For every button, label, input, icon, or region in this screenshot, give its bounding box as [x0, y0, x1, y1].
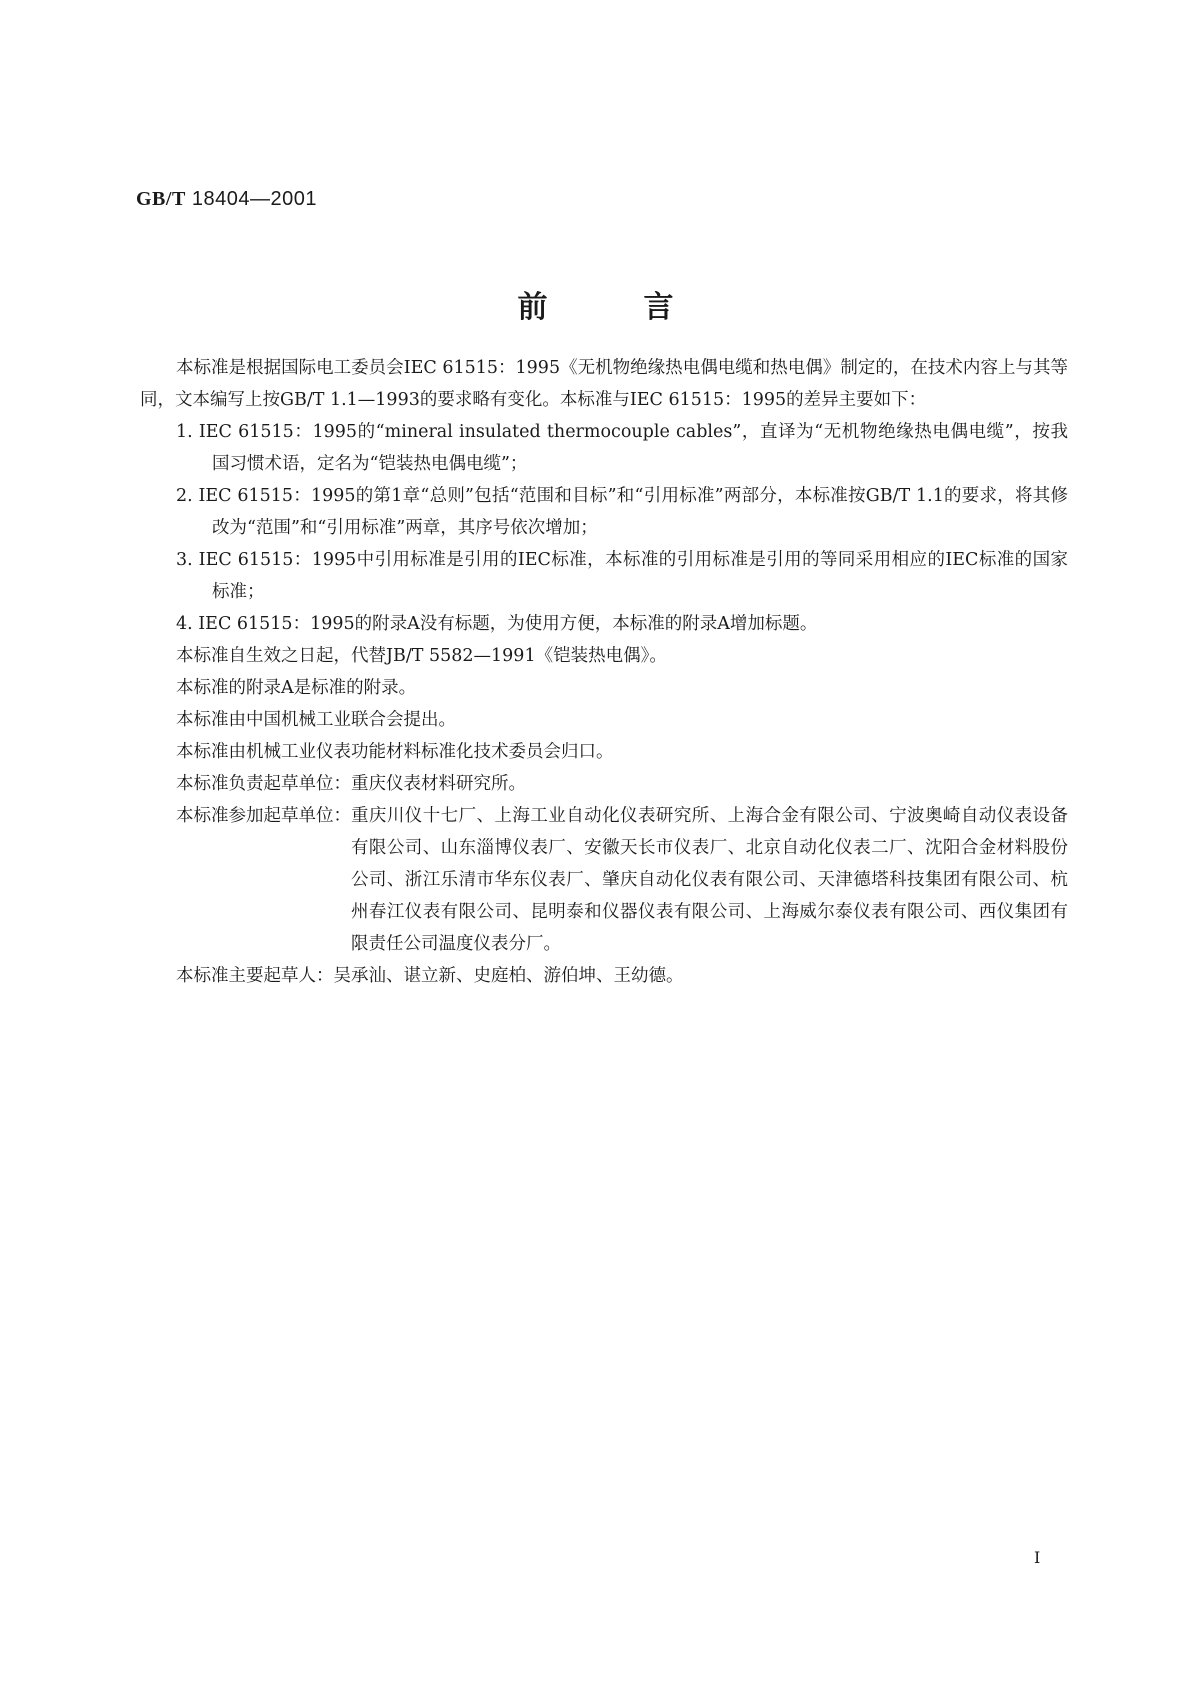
difference-item-4: 4. IEC 61515：1995的附录A没有标题，为使用方便，本标准的附录A增加标题。 [176, 614, 818, 634]
responsible-unit-label: 本标准负责起草单位： [176, 774, 351, 794]
proposed-by-statement: 本标准由中国机械工业联合会提出。 [176, 710, 456, 730]
main-drafters-value: 吴承汕、谌立新、史庭柏、游伯坤、王幼德。 [333, 966, 684, 986]
participating-units [140, 800, 1068, 960]
participating-units-label: 本标准参加起草单位： [176, 806, 351, 826]
page-number: I [1034, 1548, 1041, 1567]
page-title [0, 282, 1191, 326]
replaces-statement: 本标准自生效之日起，代替JB/T 5582—1991《铠装热电偶》。 [176, 646, 667, 666]
responsible-unit [140, 768, 1068, 800]
responsible-unit-value: 重庆仪表材料研究所。 [351, 774, 526, 794]
participating-units-value: 重庆川仪十七厂、上海工业自动化仪表研究所、上海合金有限公司、宁波奥崎自动仪表设备有限公司、山东淄博仪表厂、安徽天长市仪表厂、北京自动化仪表二厂、沈阳合金材料股份公司、浙江乐清市华东仪表厂、肇庆自动化仪表有限公司、天津德塔科技集团有限公司、杭州春江仪表有限公司、昆明泰和仪器仪表有限公司、上海威尔泰仪表有限公司、西仪集团有限责任公司温度仪表分厂。 [351, 806, 1068, 954]
intro-paragraph: 本标准是根据国际电工委员会IEC 61515：1995《无机物绝缘热电偶电缆和热电偶》制定的，在技术内容上与其等同，文本编写上按GB/T 1.1—1993的要求略有变化。本标准与IEC 61515：1995的差异主要如下： [140, 358, 1068, 410]
difference-item-2: 2. IEC 61515：1995的第1章“总则”包括“范围和目标”和“引用标准”两部分，本标准按GB/T 1.1的要求，将其修改为“范围”和“引用标准”两章，其序号依次增加； [176, 486, 1068, 538]
centralized-by-statement: 本标准由机械工业仪表功能材料标准化技术委员会归口。 [176, 742, 614, 762]
title-char-2: 言 [643, 290, 674, 325]
main-drafters [140, 960, 1068, 992]
title-char-1: 前 [517, 290, 548, 325]
standard-code: 18404—2001 [191, 188, 317, 210]
standard-prefix: GB/T [136, 188, 186, 210]
difference-item-1: 1. IEC 61515：1995的“mineral insulated thermocouple cables”，直译为“无机物绝缘热电偶电缆”，按我国习惯术语，定名为“铠装热电偶电缆”； [176, 422, 1068, 474]
appendix-statement: 本标准的附录A是标准的附录。 [176, 678, 417, 698]
difference-item-3: 3. IEC 61515：1995中引用标准是引用的IEC标准，本标准的引用标准是引用的等同采用相应的IEC标准的国家标准； [176, 550, 1068, 602]
standard-number [136, 188, 317, 211]
foreword-body [140, 352, 1068, 992]
main-drafters-label: 本标准主要起草人： [176, 966, 334, 986]
